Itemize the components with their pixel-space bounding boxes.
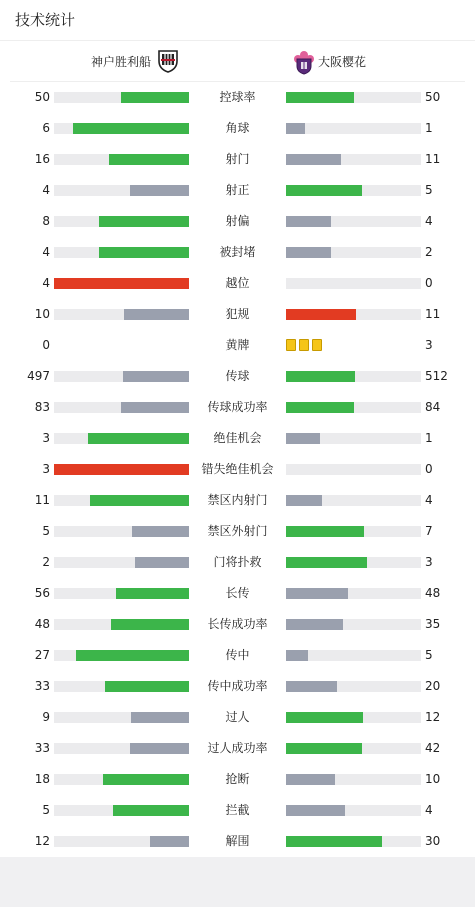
away-stat-value: 50 (425, 90, 441, 104)
away-stat-bar (286, 92, 354, 103)
away-stat-bar (286, 402, 354, 413)
home-stat-value: 27 (34, 648, 50, 662)
cerezo-osaka-crest-icon (292, 49, 314, 73)
home-stat-value: 33 (34, 741, 50, 755)
away-stat-value: 4 (425, 803, 433, 817)
home-stat-value: 48 (34, 617, 50, 631)
away-stat-value: 84 (425, 400, 441, 414)
away-stat-bar (286, 557, 367, 568)
away-stat-bar-track (286, 495, 421, 506)
away-stat-bar (286, 123, 305, 134)
stat-row (0, 485, 475, 516)
home-stat-bar (150, 836, 189, 847)
away-stat-value: 4 (425, 493, 433, 507)
home-stat-value: 5 (42, 803, 50, 817)
away-stat-bar-track (286, 371, 421, 382)
home-stat-value: 4 (42, 183, 50, 197)
away-stat-value: 42 (425, 741, 441, 755)
stat-label: 长传成功率 (207, 617, 268, 631)
away-stat-value: 1 (425, 431, 433, 445)
home-stat-bar (73, 123, 189, 134)
stat-label: 越位 (225, 276, 250, 290)
away-stat-bar-track (286, 278, 421, 289)
away-stat-bar-track (286, 774, 421, 785)
stat-row (0, 330, 475, 361)
stat-row (0, 237, 475, 268)
home-stat-bar (76, 650, 189, 661)
home-stat-value: 50 (34, 90, 50, 104)
away-stat-value: 0 (425, 276, 433, 290)
away-stat-bar-track (286, 681, 421, 692)
home-stat-value: 6 (42, 121, 50, 135)
away-stat-bar (286, 836, 382, 847)
away-stat-bar (286, 526, 364, 537)
page-footer (0, 857, 475, 906)
stat-label: 过人 (225, 710, 250, 724)
stat-label: 角球 (225, 121, 250, 135)
away-stat-bar-track (286, 433, 421, 444)
stat-label: 控球率 (219, 90, 256, 104)
home-stat-value: 16 (34, 152, 50, 166)
away-stat-value: 12 (425, 710, 441, 724)
away-stat-bar (286, 185, 362, 196)
home-stat-value: 11 (34, 493, 50, 507)
away-stat-bar-track (286, 185, 421, 196)
home-stat-bar (130, 743, 189, 754)
stat-label: 犯规 (225, 307, 250, 321)
home-stat-value: 3 (42, 462, 50, 476)
home-stat-bar (99, 216, 189, 227)
home-team-name: 神户胜利船 (90, 54, 151, 69)
home-stat-value: 10 (34, 307, 50, 321)
home-stat-bar (99, 247, 189, 258)
away-stat-bar (286, 154, 341, 165)
home-stat-bar (132, 526, 189, 537)
stat-row (0, 516, 475, 547)
stat-label: 解围 (225, 834, 250, 848)
away-stat-value: 2 (425, 245, 433, 259)
stat-label: 长传 (225, 586, 250, 600)
home-stat-bar-track (54, 650, 189, 661)
home-stat-bar (121, 92, 189, 103)
home-stat-bar-track (54, 495, 189, 506)
home-stat-bar (90, 495, 189, 506)
home-stat-value: 83 (34, 400, 50, 414)
home-stat-bar-track (54, 526, 189, 537)
home-team[interactable] (91, 41, 179, 81)
stat-row (0, 733, 475, 764)
stat-row (0, 826, 475, 857)
stats-list (0, 82, 475, 857)
stat-label: 过人成功率 (207, 741, 268, 755)
yellow-card-icon (312, 339, 322, 351)
away-stat-bar (286, 309, 356, 320)
away-stat-bar-track (286, 743, 421, 754)
away-stat-bar-track (286, 588, 421, 599)
home-stat-bar-track (54, 805, 189, 816)
page-title: 技术统计 (0, 0, 475, 41)
away-stat-value: 512 (425, 369, 448, 383)
stat-label: 射门 (225, 152, 250, 166)
stat-label: 被封堵 (219, 245, 256, 259)
away-stat-bar-track (286, 247, 421, 258)
away-stat-bar-track (286, 464, 421, 475)
home-stat-value: 5 (42, 524, 50, 538)
stat-row (0, 392, 475, 423)
away-stat-bar (286, 371, 355, 382)
home-stat-bar (88, 433, 189, 444)
home-stat-value: 497 (27, 369, 50, 383)
home-stat-bar-track (54, 836, 189, 847)
away-stat-bar (286, 619, 343, 630)
stat-label: 射正 (225, 183, 250, 197)
away-team-name: 大阪樱花 (318, 54, 367, 69)
stat-row (0, 175, 475, 206)
home-stat-bar (116, 588, 189, 599)
stat-label: 黄牌 (225, 338, 250, 352)
stat-row (0, 268, 475, 299)
away-stat-value: 1 (425, 121, 433, 135)
home-stat-bar-track (54, 464, 189, 475)
stat-label: 禁区外射门 (207, 524, 268, 538)
home-stat-bar (54, 278, 189, 289)
yellow-card-icon (286, 339, 296, 351)
away-stat-bar (286, 681, 337, 692)
home-stat-bar-track (54, 154, 189, 165)
home-stat-bar-track (54, 433, 189, 444)
away-stat-value: 3 (425, 338, 433, 352)
home-stat-value: 9 (42, 710, 50, 724)
home-stat-bar (123, 371, 189, 382)
home-stat-value: 18 (34, 772, 50, 786)
away-stat-bar-track (286, 805, 421, 816)
home-stat-value: 8 (42, 214, 50, 228)
stat-row (0, 144, 475, 175)
away-stat-bar-track (286, 123, 421, 134)
teams-header (10, 41, 465, 82)
stat-row (0, 113, 475, 144)
away-stat-bar (286, 650, 308, 661)
away-stat-value: 10 (425, 772, 441, 786)
home-stat-bar-track (54, 619, 189, 630)
stat-row (0, 671, 475, 702)
away-stat-bar (286, 805, 345, 816)
away-stat-value: 5 (425, 183, 433, 197)
home-stat-bar-track (54, 371, 189, 382)
stat-label: 射偏 (225, 214, 250, 228)
away-stat-bar (286, 712, 363, 723)
home-stat-value: 0 (42, 338, 50, 352)
home-stat-bar (135, 557, 189, 568)
home-stat-bar (111, 619, 189, 630)
home-stat-value: 4 (42, 245, 50, 259)
home-stat-bar (124, 309, 189, 320)
away-stat-bar-track (286, 526, 421, 537)
stat-row (0, 423, 475, 454)
stat-row (0, 795, 475, 826)
home-stat-bar (131, 712, 189, 723)
away-stat-bar-track (286, 402, 421, 413)
away-stat-bar-track (286, 712, 421, 723)
home-stat-bar (113, 805, 189, 816)
stat-row (0, 764, 475, 795)
vissel-kobe-crest-icon (157, 49, 179, 73)
away-stat-bar-track (286, 619, 421, 630)
away-stat-bar (286, 216, 331, 227)
stat-label: 拦截 (225, 803, 250, 817)
stat-label: 传中 (225, 648, 250, 662)
home-stat-bar-track (54, 402, 189, 413)
home-stat-bar (54, 464, 189, 475)
home-stat-bar-track (54, 309, 189, 320)
home-stat-bar-track (54, 712, 189, 723)
yellow-cards (286, 339, 322, 351)
away-stat-bar (286, 247, 331, 258)
stat-row (0, 702, 475, 733)
stat-label: 传球成功率 (207, 400, 268, 414)
home-stat-bar-track (54, 216, 189, 227)
away-stat-value: 0 (425, 462, 433, 476)
stat-row (0, 609, 475, 640)
stat-row (0, 547, 475, 578)
away-stat-bar-track (286, 92, 421, 103)
away-stat-bar-track (286, 154, 421, 165)
away-stat-value: 20 (425, 679, 441, 693)
home-stat-bar-track (54, 123, 189, 134)
home-stat-bar-track (54, 743, 189, 754)
yellow-card-icon (299, 339, 309, 351)
away-stat-value: 11 (425, 307, 441, 321)
stat-row (0, 454, 475, 485)
stat-label: 错失绝佳机会 (201, 462, 274, 476)
stat-row (0, 361, 475, 392)
home-stat-bar (103, 774, 189, 785)
away-stat-value: 3 (425, 555, 433, 569)
home-stat-value: 33 (34, 679, 50, 693)
stat-label: 传中成功率 (207, 679, 268, 693)
away-stat-bar-track (286, 216, 421, 227)
home-stat-bar-track (54, 557, 189, 568)
stat-label: 绝佳机会 (213, 431, 262, 445)
away-stat-value: 35 (425, 617, 441, 631)
home-stat-value: 56 (34, 586, 50, 600)
home-stat-bar-track (54, 774, 189, 785)
away-stat-value: 11 (425, 152, 441, 166)
away-stat-value: 7 (425, 524, 433, 538)
stat-row (0, 206, 475, 237)
home-stat-bar-track (54, 247, 189, 258)
home-stat-bar-track (54, 588, 189, 599)
away-stat-bar-track (286, 650, 421, 661)
home-stat-bar (130, 185, 189, 196)
home-stat-bar (105, 681, 189, 692)
away-stat-bar-track (286, 836, 421, 847)
away-stat-bar (286, 433, 320, 444)
stat-label: 传球 (225, 369, 250, 383)
away-stat-bar (286, 495, 322, 506)
home-stat-value: 12 (34, 834, 50, 848)
away-stat-bar (286, 774, 335, 785)
home-stat-bar-track (54, 185, 189, 196)
home-stat-value: 4 (42, 276, 50, 290)
home-stat-value: 3 (42, 431, 50, 445)
away-stat-value: 5 (425, 648, 433, 662)
stat-label: 抢断 (225, 772, 250, 786)
away-stat-value: 4 (425, 214, 433, 228)
home-stat-bar-track (54, 278, 189, 289)
home-stat-bar-track (54, 681, 189, 692)
away-stat-value: 30 (425, 834, 441, 848)
home-stat-bar-track (54, 92, 189, 103)
stat-label: 门将扑救 (213, 555, 262, 569)
stat-row (0, 82, 475, 113)
home-stat-value: 2 (42, 555, 50, 569)
stat-row (0, 299, 475, 330)
away-stat-value: 48 (425, 586, 441, 600)
away-team[interactable] (292, 41, 366, 81)
stat-row (0, 578, 475, 609)
away-stat-bar (286, 588, 348, 599)
stat-label: 禁区内射门 (207, 493, 268, 507)
home-stat-bar (121, 402, 189, 413)
away-stat-bar-track (286, 557, 421, 568)
stat-row (0, 640, 475, 671)
away-stat-bar-track (286, 309, 421, 320)
home-stat-bar (109, 154, 189, 165)
away-stat-bar (286, 743, 362, 754)
